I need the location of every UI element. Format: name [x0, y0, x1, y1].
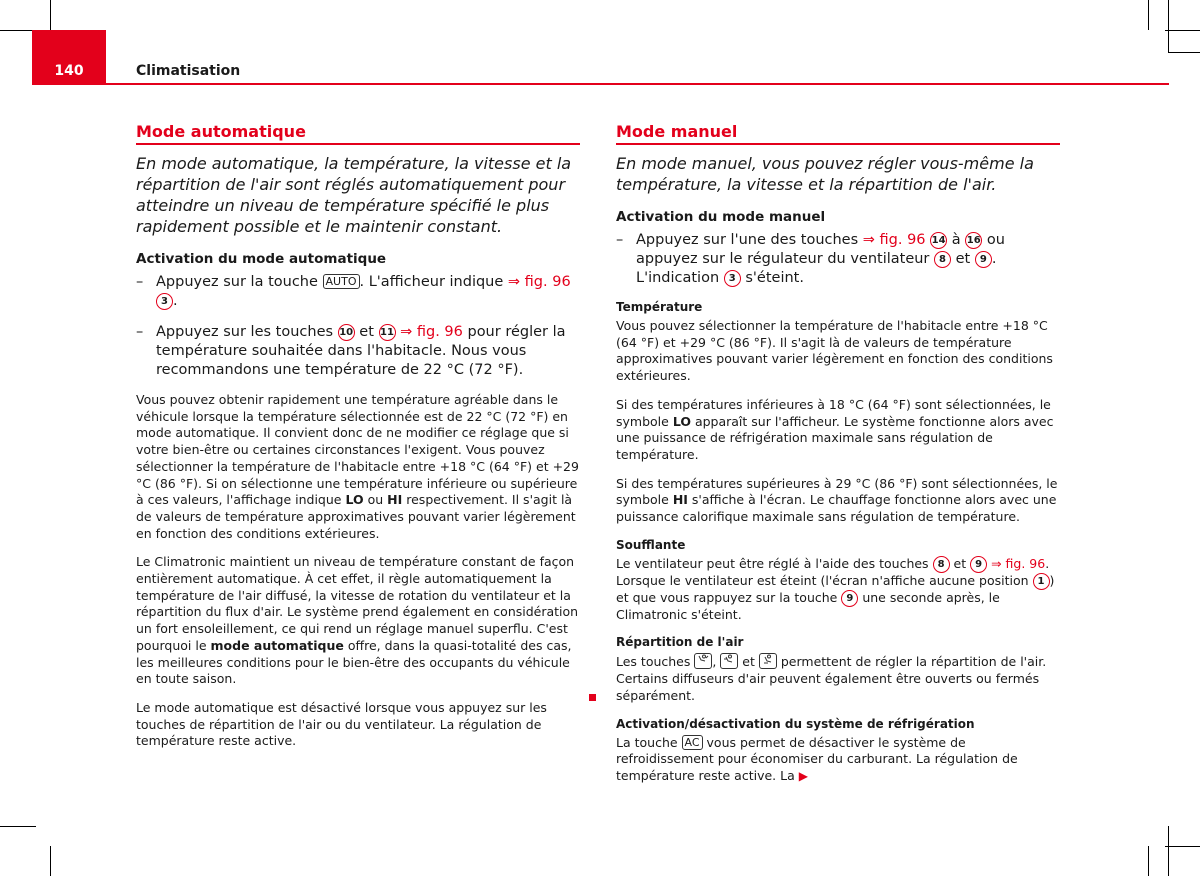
- callout-number: 11: [379, 324, 396, 341]
- step-auto-1: – Appuyez sur la touche AUTO . L'afficheur indique ⇒ fig. 96 3 .: [136, 274, 571, 309]
- paragraph: Si des températures inférieures à 18 °C (64 °F) sont sélectionnées, le symbole LO apparaît sur l'afficheur. Le système fonctionne alors avec une puissance de réfrigération maximale sans régulation de température.: [616, 396, 1054, 462]
- intro-manual: En mode manuel, vous pouvez régler vous-même la température, la vitesse et la répartition de l'air.: [616, 154, 1034, 194]
- step-auto-2: – Appuyez sur les touches 10 et 11 ⇒ fig. 96 pour régler la température souhaitée dans l'habitacle. Nous vous recommandons une température de 22 °C (72 °F).: [136, 324, 566, 378]
- left-column: [136, 122, 580, 762]
- callout-number: 10: [338, 324, 355, 341]
- crop-mark: [50, 846, 51, 876]
- callout-number: 3: [156, 293, 173, 310]
- page-number: 140: [54, 63, 84, 79]
- crop-mark: [0, 826, 36, 827]
- section-title-manual: Mode manuel: [616, 122, 1060, 145]
- air-footwell-key-icon: [759, 653, 777, 669]
- callout-number: 9: [841, 590, 858, 607]
- paragraph: Vous pouvez sélectionner la température de l'habitacle entre +18 °C (64 °F) et +29 °C (86 °F). Il s'agit là de valeurs de température approximatives pouvant varier légèrement en fonction des conditions extérieures.: [616, 318, 1053, 384]
- air-upper-body-key-icon: [720, 653, 738, 669]
- ac-key: AC: [682, 735, 703, 750]
- crop-mark: [1168, 52, 1200, 53]
- step-manual-1: – Appuyez sur l'une des touches ⇒ fig. 96 14 à 16 ou appuyez sur le régulateur du ventilateur 8 et 9 . L'indication 3 s'éteint.: [616, 232, 1005, 286]
- section-end-marker: [589, 694, 596, 701]
- paragraph: Les touches , et permettent de régler la répartition de l'air. Certains diffuseurs d'air peuvent également être ouverts ou fermés séparément.: [616, 654, 1047, 703]
- crop-mark: [0, 30, 36, 31]
- callout-number: 3: [724, 270, 741, 287]
- paragraph: Le Climatronic maintient un niveau de température constant de façon entièrement automatique. À cet effet, il règle automatiquement la température de l'air diffusé, la vitesse de rotation du ventilateur et la répartition du flux d'air. Le système prend également en considération un fort ensoleillement, ce qui rend un réglage manuel superflu. C'est pourquoi le mode automatique offre, dans la quasi-totalité des cas, les meilleures conditions pour le bien-être des occupants du véhicule en toute saison.: [136, 554, 579, 687]
- activation-heading-automatic: Activation du mode automatique: [136, 251, 387, 267]
- crop-mark: [1165, 846, 1200, 847]
- ac-heading: Activation/désactivation du système de réfrigération: [616, 716, 975, 731]
- callout-number: 9: [975, 251, 992, 268]
- crop-mark: [1148, 846, 1149, 876]
- fig-link[interactable]: ⇒ fig. 96: [862, 232, 926, 248]
- distribution-heading: Répartition de l'air: [616, 635, 744, 650]
- callout-number: 9: [970, 556, 987, 573]
- activation-heading-manual: Activation du mode manuel: [616, 209, 826, 225]
- right-column: [616, 122, 1060, 797]
- callout-number: 8: [933, 556, 950, 573]
- chapter-title: Climatisation: [136, 63, 241, 79]
- header-rule: [106, 83, 1169, 85]
- fan-heading: Soufflante: [616, 537, 686, 552]
- crop-mark: [1148, 0, 1149, 30]
- fig-link[interactable]: ⇒ fig. 96: [507, 274, 571, 290]
- callout-number: 1: [1033, 573, 1050, 590]
- callout-number: 16: [965, 232, 982, 249]
- temperature-heading: Température: [616, 300, 703, 314]
- paragraph: Le ventilateur peut être réglé à l'aide des touches 8 et 9 ⇒ fig. 96. Lorsque le ventilateur est éteint (l'écran n'affiche aucune position 1 ) et que vous rappuyez sur la touche 9 une seconde après, le Climatronic s'éteint.: [616, 555, 1055, 622]
- intro-automatic: En mode automatique, la température, la vitesse et la répartition de l'air sont réglés automatiquement pour atteindre un niveau de température spécifié le plus rapidement possible et le maintenir constant.: [136, 154, 572, 236]
- page-number-box: [32, 30, 106, 85]
- callout-number: 14: [930, 232, 947, 249]
- crop-mark: [1168, 0, 1169, 52]
- crop-mark: [50, 0, 51, 30]
- continue-arrow-icon: ▶: [798, 768, 808, 783]
- auto-key: AUTO: [323, 274, 360, 289]
- paragraph: Si des températures supérieures à 29 °C (86 °F) sont sélectionnées, le symbole HI s'affiche à l'écran. Le chauffage fonctionne alors avec une puissance calorifique maximale sans régulation de température.: [616, 475, 1058, 525]
- crop-mark: [1168, 826, 1169, 876]
- fig-link[interactable]: ⇒ fig. 96: [987, 555, 1046, 571]
- paragraph: Le mode automatique est désactivé lorsque vous appuyez sur les touches de répartition de l'air ou du ventilateur. La régulation de température reste active.: [136, 699, 547, 749]
- air-windshield-key-icon: [694, 653, 712, 669]
- callout-number: 8: [934, 251, 951, 268]
- crop-mark: [1165, 30, 1200, 31]
- paragraph: La touche AC vous permet de désactiver le système de refroidissement pour économiser du carburant. La régulation de température reste active. La ▶: [616, 734, 1018, 783]
- section-title-automatic: Mode automatique: [136, 122, 580, 145]
- fig-link[interactable]: ⇒ fig. 96: [395, 324, 463, 340]
- paragraph: Vous pouvez obtenir rapidement une température agréable dans le véhicule lorsque la température sélectionnée est de 22 °C (72 °F) en mode automatique. Il convient donc de ne modifier ce réglage que si votre bien-être ou certaines circonstances l'exigent. Vous pouvez sélectionner la température de l'habitacle entre +18 °C (64 °F) et +29 °C (86 °F). Si on sélectionne une température inférieure ou supérieure à ces valeurs, l'affichage indique LO ou HI respectivement. Il s'agit là de valeurs de température approximatives pouvant varier légèrement en fonction des conditions extérieures.: [136, 392, 579, 541]
